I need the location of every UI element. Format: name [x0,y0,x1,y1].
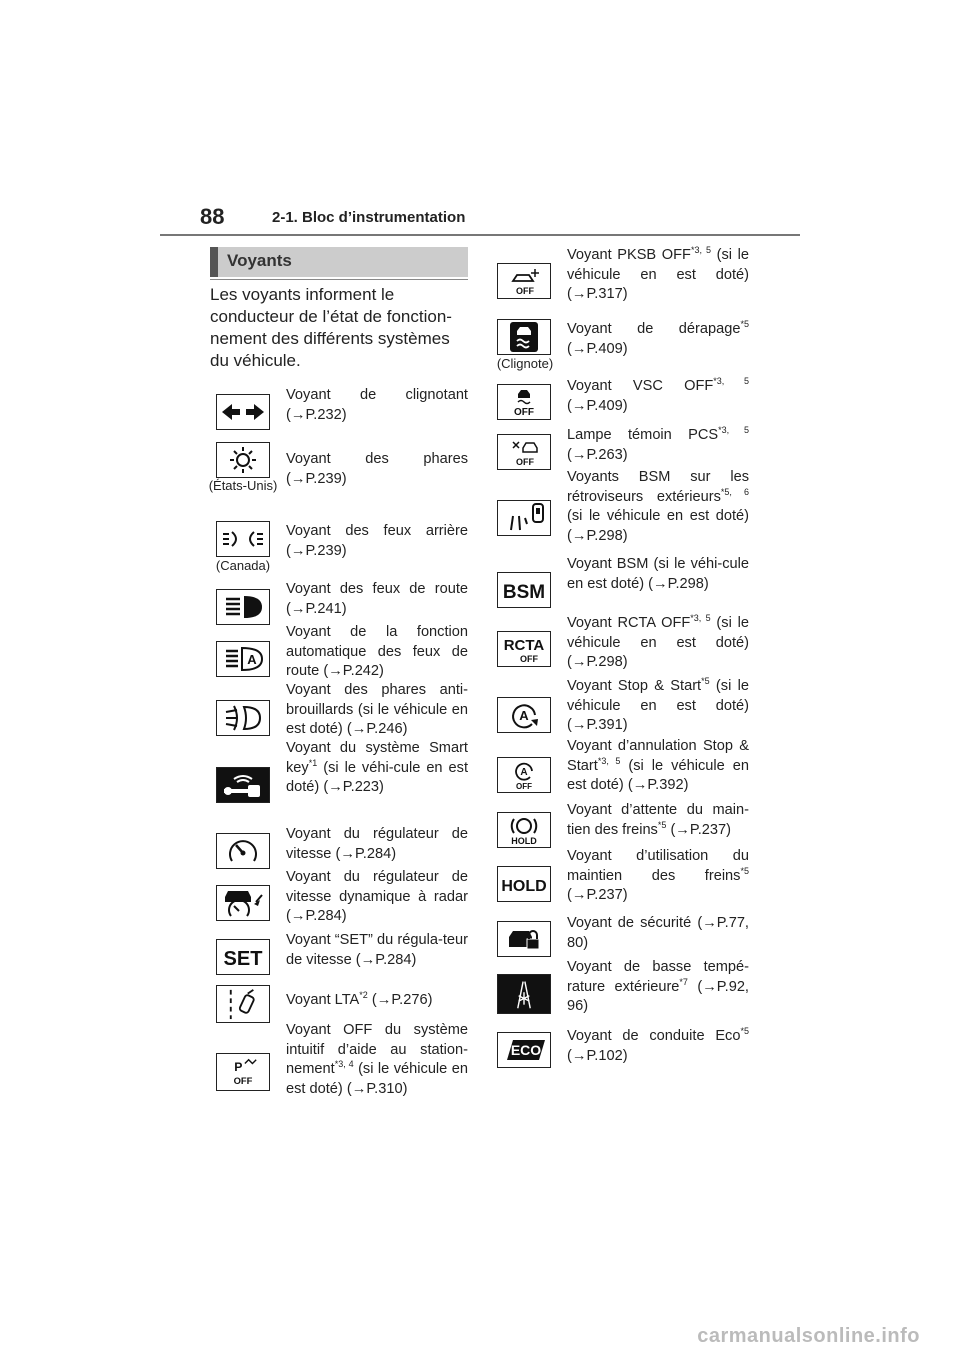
rcta-off-icon [497,631,551,667]
right-entry-4: Voyants BSM sur les rétroviseurs extérieurs$^{*5, 6}$ (si le véhicule en est doté) (→P.298) [567,469,749,544]
right-entry-1: Voyant de dérapage$^{*5}$ (→P.409) [567,319,749,357]
headlight-sun-icon [216,442,270,478]
left-entry-11: Voyant OFF du système intuitif d’aide au station-nement$^{*3, 4}$ (si le véhicule en est doté) (→P.310) [286,1022,468,1097]
stop-start-off-icon [497,757,551,793]
caption-clignote: (Clignote) [496,356,554,371]
svg-text:ECO: ECO [510,1042,542,1058]
right-entry-10: Voyant d’utilisation du maintien des freins$^{*5}$ (→P.237) [567,848,749,903]
brake-hold-icon [497,866,551,902]
svg-text:A: A [519,708,529,723]
caption-canada: (Canada) [215,558,271,573]
lta-icon [216,985,270,1023]
pksb-off-icon [497,263,551,299]
svg-text:BSM: BSM [502,582,546,603]
turn-signal-arrows-icon [216,394,270,430]
eco-drive-icon [497,1032,551,1068]
svg-text:A: A [520,767,528,778]
auto-high-beam-icon [216,641,270,677]
right-entry-13: Voyant de conduite Eco$^{*5}$ (→P.102) [567,1026,749,1064]
intro-text: Les voyants informent le conducteur de l’état de fonction-nement des différents systèmes du véhicule. [210,285,452,370]
heading-voyants: Voyants [227,251,292,270]
pcs-warning-icon [497,434,551,470]
left-entry-5: Voyant des phares anti-brouillards (si le véhicule en est doté) (→P.246) [286,682,468,737]
left-entry-8: Voyant du régulateur de vitesse dynamique à radar (→P.284) [286,869,468,924]
right-entry-3: Lampe témoin PCS$^{*3, 5}$ (→P.263) [567,425,749,463]
svg-text:OFF: OFF [520,654,538,664]
svg-text:OFF: OFF [516,457,534,467]
vsc-off-icon [497,384,551,420]
brake-hold-standby-icon [497,812,551,848]
radar-cruise-icon [216,885,270,921]
page-number: 88 [200,204,225,229]
left-entry-6: Voyant du système Smart key$^{*1}$ (si le véhi-cule en est doté) (→P.223) [286,740,468,795]
parking-assist-off-icon [216,1053,270,1091]
set-icon [216,939,270,975]
svg-text:OFF: OFF [233,1075,253,1087]
left-entry-2: Voyant des feux arrière (→P.239) [286,523,468,559]
left-entry-7: Voyant du régulateur de vitesse (→P.284) [286,826,468,862]
svg-text:A: A [247,652,257,667]
svg-text:SET: SET [223,948,263,970]
high-beam-icon [216,589,270,625]
right-entry-7: Voyant Stop & Start$^{*5}$ (si le véhicule en est doté) (→P.391) [567,676,749,733]
svg-text:HOLD: HOLD [501,878,547,895]
right-entry-9: Voyant d’attente du main-tien des freins$^{*5}$ (→P.237) [567,802,749,838]
svg-text:OFF: OFF [514,407,534,418]
slip-indicator-icon [497,319,551,355]
right-entry-2: Voyant VSC OFF$^{*3, 5}$ (→P.409) [567,376,749,414]
right-entry-8: Voyant d’annulation Stop & Start$^{*3, 5}$ (si le véhicule en est doté) (→P.392) [567,738,749,793]
header-rule [160,234,800,236]
bsm-icon [497,572,551,608]
svg-text:P: P [234,1060,243,1075]
stop-start-icon [497,697,551,733]
right-entry-6: Voyant RCTA OFF$^{*3, 5}$ (si le véhicule en est doté) (→P.298) [567,613,749,670]
svg-text:OFF: OFF [516,782,532,791]
section-title: 2-1. Bloc d’instrumentation [272,209,466,226]
svg-text:RCTA: RCTA [503,637,545,654]
left-entry-9: Voyant “SET” du régula-teur de vitesse (→P.284) [286,932,468,968]
left-entry-10: Voyant LTA$^{*2}$ (→P.276) [286,990,433,1008]
low-temp-icon [497,974,551,1014]
smart-key-icon [216,767,270,803]
caption-etats-unis: (États-Unis) [208,478,278,493]
cruise-control-icon [216,833,270,869]
security-icon [497,921,551,957]
svg-text:HOLD: HOLD [511,836,537,846]
heading-bar [210,247,468,277]
right-entry-0: Voyant PKSB OFF$^{*3, 5}$ (si le véhicule en est doté) (→P.317) [567,245,750,302]
svg-text:OFF: OFF [516,286,534,296]
heading-underline [210,279,468,280]
left-entry-3: Voyant des feux de route (→P.241) [286,581,468,617]
right-entry-12: Voyant de basse tempé-rature extérieure$^{*7}$ (→P.92, 96) [567,959,749,1014]
tail-lights-icon [216,521,270,557]
front-fog-light-icon [216,700,270,736]
right-entry-11: Voyant de sécurité (→P.77, 80) [567,915,749,951]
bsm-mirror-icon [497,500,551,536]
left-entry-4: Voyant de la fonction automatique des feux de route (→P.242) [286,624,468,679]
right-entry-5: Voyant BSM (si le véhi-cule en est doté) (→P.298) [567,556,749,592]
watermark: carmanualsonline.info [697,1325,920,1347]
left-entry-1: Voyant des phares (→P.239) [286,451,468,487]
left-entry-0: Voyant de clignotant (→P.232) [286,387,468,423]
